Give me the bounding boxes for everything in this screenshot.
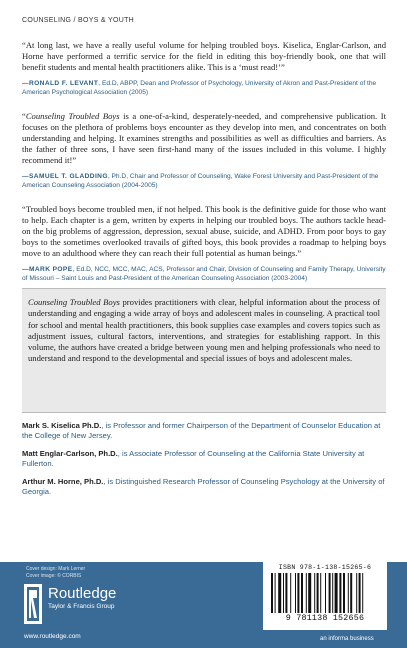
category-label: COUNSELING / BOYS & YOUTH <box>22 17 135 24</box>
reviewer-credentials: , Ed.D, ABPP, Dean and Professor of Psychology, University of Akron and Past-President of the American Psychological Association (2005) <box>22 79 377 96</box>
barcode-number: 9 781138 152656 <box>285 613 365 623</box>
publisher-subtitle: Taylor & Francis Group <box>48 603 115 610</box>
review-attribution <box>22 265 386 283</box>
publisher-name: Routledge <box>48 585 117 602</box>
reviewer-name: —SAMUEL T. GLADDING <box>22 172 108 180</box>
author-text: , is Professor and former Chairperson of the Department of Counselor Education at the College of New Jersey. <box>22 421 381 440</box>
reviews-section <box>22 40 386 297</box>
review-quote <box>22 111 386 167</box>
author-text: , is Distinguished Research Professor of Counseling Psychology at the University of Georgia. <box>22 477 385 496</box>
author-bio <box>22 477 386 497</box>
reviewer-name: —RONALD F. LEVANT <box>22 79 99 87</box>
routledge-logo-icon <box>24 584 42 624</box>
description-text: provides practitioners with clear, helpful information about the process of understanding and engaging a wide array of boys and adolescent males in counseling. A practical tool for school and mental health practitioners, this book supplies case examples and covers topics such as adjustment issues, cultural factors, interventions, and strategies for establishing rapport. In this volume, the authors have created a bridge between young men and helping professionals who need to understand and respond to the developmental and special issues of boys and adolescent males. <box>28 297 380 364</box>
cover-credits <box>26 566 85 580</box>
book-title: Counseling Troubled Boys <box>25 110 120 121</box>
book-description <box>22 289 386 365</box>
author-bios <box>22 421 386 505</box>
author-name: Matt Englar-Carlson, Ph.D. <box>22 449 118 458</box>
author-bio <box>22 449 386 469</box>
review-quote: “Troubled boys become troubled men, if not helped. This book is the definitive guide for those who want to help. Each chapter is a gem, written by experts in helping our troubled boys. The authors tackle head-on the big problems of aggression, depression, sexual abuse, suicide, and ADHD. From poor boys to gay boys to the sometimes overlooked travails of gifted boys, this book provides a roadmap to helping boys move to an adulthood where they can reach their full potential as human beings.” <box>22 203 386 259</box>
barcode-box <box>263 562 387 630</box>
review-attribution <box>22 79 386 97</box>
isbn-label: ISBN 978-1-138-15265-6 <box>278 564 372 571</box>
informa-tagline: an informa business <box>320 636 374 642</box>
cover-image-credit: Cover image: © CORBIS <box>26 573 82 579</box>
book-title: Counseling Troubled Boys <box>28 297 120 307</box>
reviewer-credentials: , Ph.D, Chair and Professor of Counseling, Wake Forest University and Past-President of the American Counseling Association (2004-2005) <box>22 172 379 189</box>
reviewer-name: —MARK POPE <box>22 265 73 273</box>
cover-design-credit: Cover design: Mark Lerner <box>26 566 86 572</box>
quote-open: “ <box>22 110 26 121</box>
author-name: Arthur M. Horne, Ph.D. <box>22 477 104 486</box>
quote-text: is a one-of-a-kind, desperately-needed, and comprehensive publication. It focuses on the plethora of problems boys encounter as they develop into men, and concentrates on both understanding and helping. It examines strengths and possibilities as well as difficulties and barriers. As the father of three sons, I have seen first-hand many of the issues included in this volume. I highly recommend it!” <box>22 110 386 166</box>
barcode-icon <box>271 573 379 613</box>
review-quote: “At long last, we have a really useful volume for helping troubled boys. Kiselica, Englar-Carlson, and Horne have performed a terrific service for the field in editing this boy-friendly book, one that will benefit students and mental health practitioners alike. This is a ‘must read!’” <box>22 40 386 73</box>
reviewer-credentials: , Ed.D, NCC, MCC, MAC, ACS, Professor and Chair, Division of Counseling and Family Therapy, University of Missouri – Saint Louis and Past-President of the American Counseling Association (2003-2004) <box>22 265 386 282</box>
author-text: , is Associate Professor of Counseling at the California State University at Fullerton. <box>22 449 365 468</box>
review-attribution <box>22 172 386 190</box>
author-bio <box>22 421 386 441</box>
publisher-url[interactable]: www.routledge.com <box>24 633 81 640</box>
description-box <box>22 288 386 413</box>
author-name: Mark S. Kiselica Ph.D. <box>22 421 102 430</box>
